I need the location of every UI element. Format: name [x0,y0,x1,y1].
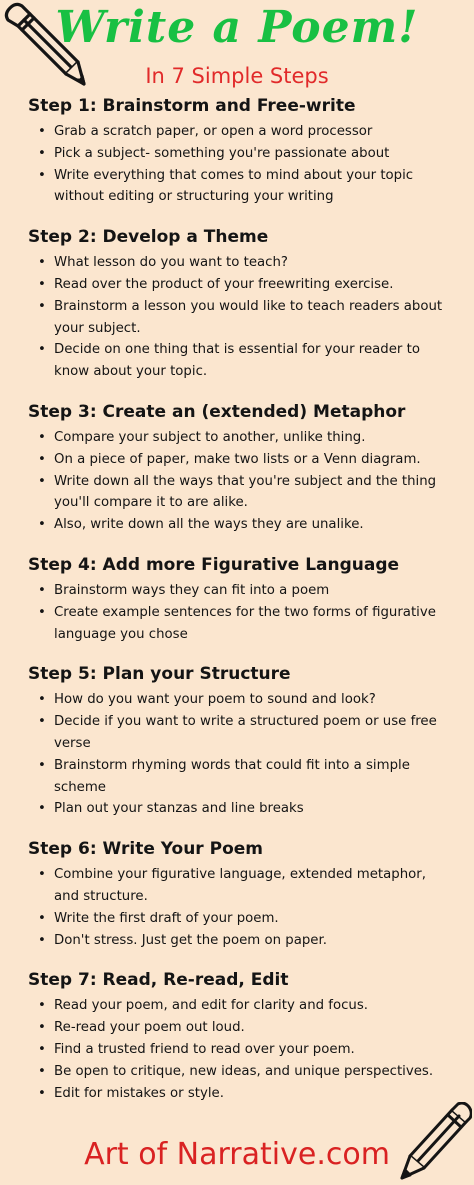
step-4 [0,554,474,645]
step-title: Step 7: Read, Re-read, Edit [28,970,289,991]
list-item: • On a piece of paper, make two lists or a Venn diagram. [38,449,450,471]
list-item: • Decide if you want to write a structured poem or use free verse [38,711,450,755]
step-title: Step 4: Add more Figurative Language [28,554,400,575]
step-items [0,864,474,951]
steps-list [0,95,474,1122]
list-item: • Pick a subject- something you're passionate about [38,143,450,165]
step-items [0,252,474,383]
step-1 [0,95,474,208]
list-item: • Read your poem, and edit for clarity and focus. [38,995,450,1017]
list-item: • What lesson do you want to teach? [38,252,450,274]
step-3 [0,401,474,536]
list-item: • Combine your figurative language, extended metaphor, and structure. [38,864,450,908]
list-item: • Plan out your stanzas and line breaks [38,798,450,820]
step-items [0,121,474,208]
step-5 [0,663,474,820]
step-title: Step 5: Plan your Structure [28,664,291,685]
list-item: • Don't stress. Just get the poem on paper. [38,930,450,952]
list-item: • Also, write down all the ways they are unalike. [38,514,450,536]
step-items [0,689,474,820]
list-item: • Re-read your poem out loud. [38,1017,450,1039]
step-7 [0,969,474,1104]
step-items [0,995,474,1104]
list-item: • How do you want your poem to sound and look? [38,689,450,711]
list-item: • Write the first draft of your poem. [38,908,450,930]
list-item: • Grab a scratch paper, or open a word processor [38,121,450,143]
list-item: • Brainstorm rhyming words that could fit into a simple scheme [38,755,450,799]
list-item: • Edit for mistakes or style. [38,1083,450,1105]
list-item: • Decide on one thing that is essential for your reader to know about your topic. [38,339,450,383]
step-6 [0,838,474,951]
list-item: • Write everything that comes to mind about your topic without editing or structuring your writing [38,165,450,209]
list-item: • Brainstorm ways they can fit into a poem [38,580,450,602]
list-item: • Brainstorm a lesson you would like to teach readers about your subject. [38,296,450,340]
site-name: Art of Narrative.com [84,1137,390,1172]
page-title: Write a Poem! [55,2,419,53]
step-title: Step 6: Write Your Poem [28,839,263,860]
step-2 [0,226,474,383]
list-item: • Read over the product of your freewriting exercise. [38,274,450,296]
list-item: • Write down all the ways that you're subject and the thing you'll compare it to are alike. [38,471,450,515]
list-item: • Create example sentences for the two forms of figurative language you chose [38,602,450,646]
step-title: Step 3: Create an (extended) Metaphor [28,401,406,422]
step-title: Step 1: Brainstorm and Free-write [28,96,356,116]
page-subtitle: In 7 Simple Steps [145,64,329,88]
list-item: • Be open to critique, new ideas, and unique perspectives. [38,1061,450,1083]
list-item: • Find a trusted friend to read over your poem. [38,1039,450,1061]
step-items [0,427,474,536]
list-item: • Compare your subject to another, unlike thing. [38,427,450,449]
step-title: Step 2: Develop a Theme [28,227,269,248]
step-items [0,580,474,645]
